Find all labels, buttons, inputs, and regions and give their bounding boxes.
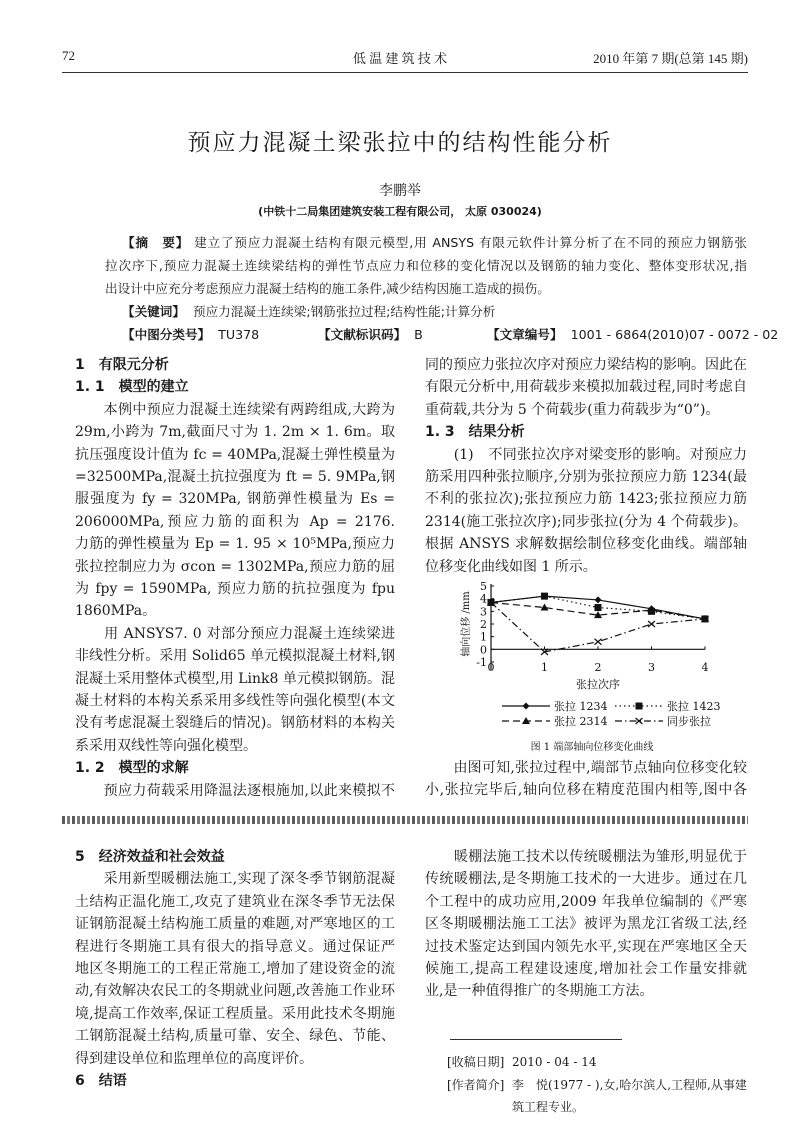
text-line: 1860MPa。 [75,603,157,620]
legend-label: 张拉 1234 [554,700,608,713]
keywords-line [122,301,495,323]
clc-label: 【中图分类号】 [122,327,211,342]
abstract-label: 【摘 要】 [122,235,190,250]
text-line: 暖棚法施工技术以传统暖棚法为雏形,明显优于 [425,849,747,865]
y-tick-label: -1 [476,656,487,669]
text-line: 不利的张拉次);张拉预应力筋 1423;张拉预应力筋 [425,491,747,508]
text-line: 29m,小跨为 7m,截面尺寸为 1. 2m × 1. 6m。取 [75,424,395,441]
abstract-line-1 [122,232,747,254]
received-date [447,1051,596,1073]
x-tick-label: 0 [487,661,495,674]
text-line: 得到建设单位和监理单位的高度评价。 [75,1050,313,1067]
section-heading: 6 结语 [75,1073,127,1089]
article-no-line [487,324,778,346]
section-heading: 1. 1 模型的建立 [75,379,189,396]
text-line: 证钢筋混凝土结构施工质量的难题,对严寒地区的工 [75,916,395,933]
text-line: 区冬期暖棚法施工工法》被评为黑龙江省级工法,经 [425,916,747,933]
section-heading: 1 有限元分析 [75,357,169,373]
author-bio [447,1074,747,1096]
data-point-3-2 [595,639,602,645]
text-line: 土结构正温化施工,攻克了建筑业在深冬季节无法保 [75,893,395,910]
text-line: 个工程中的成功应用,2009 年我单位编制的《严寒 [425,893,747,910]
y-tick-label: 0 [480,643,487,657]
issue-info: 2010 年第 7 期(总第 145 期) [593,51,748,66]
legend-marker-3 [636,718,643,724]
data-point-1-2 [595,604,602,611]
abstract-line-2: 拉次序下,预应力混凝土连续梁结构的弹性节点应力和位移的变化情况以及钢筋的轴力变化、整体变形状况,指 [105,258,747,273]
text-line: 程进行冬期施工具有很大的指导意义。通过保证严 [75,938,395,955]
text-line: 本例中预应力混凝土连续梁有两跨组成,大跨为 [75,401,395,418]
clc: TU378 [218,327,260,342]
text-line: 为 fpy = 1590MPa, 预应力筋的抗拉强度为 fpu [75,581,395,597]
legend-marker-1 [636,703,643,710]
text-line: 地区冬期施工的工程正常施工,增加了建设资金的流 [75,961,395,977]
page-number: 72 [62,48,75,63]
text-line: (1) 不同张拉次序对梁变形的影响。对预应力 [425,446,747,463]
y-tick-label: 5 [480,580,487,593]
legend-marker-0 [523,703,530,710]
y-axis-label: 轴向位移 /mm [461,591,472,657]
text-line: 境,提高工作效率,保证工程质量。采用此技术冬期施 [75,1005,395,1022]
y-tick-label: 3 [480,605,487,619]
text-line: 用 ANSYS7. 0 对部分预应力混凝土连续梁进 [104,625,395,642]
text-line: 混凝土采用整体式模型,用 Link8 单元模拟钢筋。混 [75,670,395,687]
y-tick-label: 4 [480,592,487,606]
journal-name: 低 温 建 筑 技 术 [352,51,448,66]
legend-label: 同步张拉 [667,715,711,728]
figure-caption: 图 1 端部轴向位移变化曲线 [530,742,654,753]
abstract-line-3: 出设计中应充分考虑预应力混凝土结构的施工条件,减少结构因施工造成的损伤。 [105,281,550,296]
text-line: 抗压强度设计值为 fc = 40MPa,混凝土弹性模量为 [75,446,395,463]
text-line: 力筋的弹性模量为 Ep = 1. 95 × 10⁵MPa,预应力 [75,536,395,553]
text-line: 根据 ANSYS 求解数据绘制位移变化曲线。端部轴 [425,536,747,553]
text-line: 预应力荷载采用降温法逐根施加,以此来模拟不 [75,782,395,799]
legend-label: 张拉 2314 [554,715,608,728]
text-line: 非线性分析。采用 Solid65 单元模拟混凝土材料,钢 [75,648,395,665]
bio-label: [作者简介] [447,1078,505,1092]
text-line: 206000MPa,预应力筋的面积为 Ap = 2176. [75,513,395,530]
x-tick-label: 1 [541,661,548,674]
y-tick-label: 2 [480,618,487,631]
section-heading: 5 经济效益和社会效益 [75,849,225,865]
text-line: 由图可知,张拉过程中,端部节点轴向位移变化较 [425,760,747,776]
text-line: 同的预应力张拉次序对预应力梁结构的影响。因此在 [425,357,747,373]
y-tick-label: 1 [480,630,487,644]
data-point-3-3 [648,621,655,627]
text-line: 服强度为 fy = 320MPa, 钢筋弹性模量为 Es = [75,491,395,508]
paper-title: 预应力混凝土梁张拉中的结构性能分析 [187,130,613,156]
legend-label: 张拉 1423 [667,700,721,713]
received-label: [收稿日期] [447,1055,505,1069]
x-tick-label: 4 [701,661,709,674]
x-tick-label: 3 [648,661,655,674]
text-line: 有限元分析中,用荷载步来模拟加载过程,同时考虑自 [425,379,747,396]
classification-line [122,324,259,346]
abstract-text: 建立了预应力混凝土结构有限元模型,用 ANSYS 有限元软件计算分析了在不同的预应力钢筋张 [194,235,747,250]
keywords-label: 【关键词】 [122,304,185,319]
affiliation: (中铁十二局集团建筑安装工程有限公司， 太原 030024) [258,205,542,218]
text-line: 筋采用四种张拉顺序,分别为张拉预应力筋 1234(最 [425,469,747,485]
article-no: 1001 - 6864(2010)07 - 0072 - 02 [570,327,779,342]
doc-code-line [318,324,423,346]
x-axis-label: 张拉次序 [576,678,620,691]
section-heading: 1. 3 结果分析 [425,424,525,441]
section-divider-ornament [62,816,748,824]
article-no-label: 【文章编号】 [487,327,563,342]
text-line: 小,张拉完毕后,轴向位移在精度范围内相等,图中各 [425,782,747,799]
doc-code-label: 【文献标识码】 [318,327,407,342]
text-line: 系采用双线性等向强化模型。 [75,737,257,754]
data-point-1-1 [541,593,548,600]
text-line: =32500MPa,混凝土抗拉强度为 ft = 5. 9MPa,钢 [75,469,395,485]
keywords: 预应力混凝土连续梁;钢筋张拉过程;结构性能;计算分析 [192,304,496,319]
text-line: 动,有效解决农民工的冬期就业问题,改善施工作业环 [75,983,395,1000]
text-line: 2314(施工张拉次序);同步张拉(分为 4 个荷载步)。 [425,513,747,530]
text-line: 过技术鉴定达到国内领先水平,实现在严寒地区全天 [425,938,747,955]
author: 李鹏举 [379,183,421,199]
figure-1-chart [440,578,745,760]
text-line: 传统暖棚法,是冬期施工技术的一大进步。通过在几 [425,871,747,888]
text-line: 候施工,提高工程建设速度,增加社会工作量安排就 [425,961,747,977]
x-tick-label: 2 [594,661,602,674]
text-line: 凝土材料的本构关系采用多线性等向强化模型(本文 [75,693,395,709]
author-bio-cont: 筑工程专业。 [512,1100,585,1114]
text-line: 没有考虑混凝土裂缝后的情况)。钢筋材料的本构关 [75,715,395,732]
section-heading: 1. 2 模型的求解 [75,760,189,777]
text-line: 采用新型暖棚法施工,实现了深冬季节钢筋混凝 [75,871,395,888]
text-line: 张拉控制应力为 σcon = 1302MPa,预应力筋的屈 [75,558,395,575]
doc-code: B [414,327,423,342]
header-rule [62,72,748,73]
text-line: 工钢筋混凝土结构,质量可靠、安全、绿色、节能、 [75,1028,395,1045]
text-line: 重荷载,共分为 5 个荷载步(重力荷载步为“0”)。 [425,401,720,418]
received-value: 2010 - 04 - 14 [512,1055,597,1069]
text-line: 业,是一种值得推广的冬期施工方法。 [425,983,654,1000]
data-point-0-2 [595,596,602,603]
footnote-rule [450,1039,622,1040]
bio-line-1: 李 悦(1977 - ),女,哈尔滨人,工程师,从事建 [512,1078,747,1092]
text-line: 位移变化曲线如图 1 所示。 [425,558,597,575]
